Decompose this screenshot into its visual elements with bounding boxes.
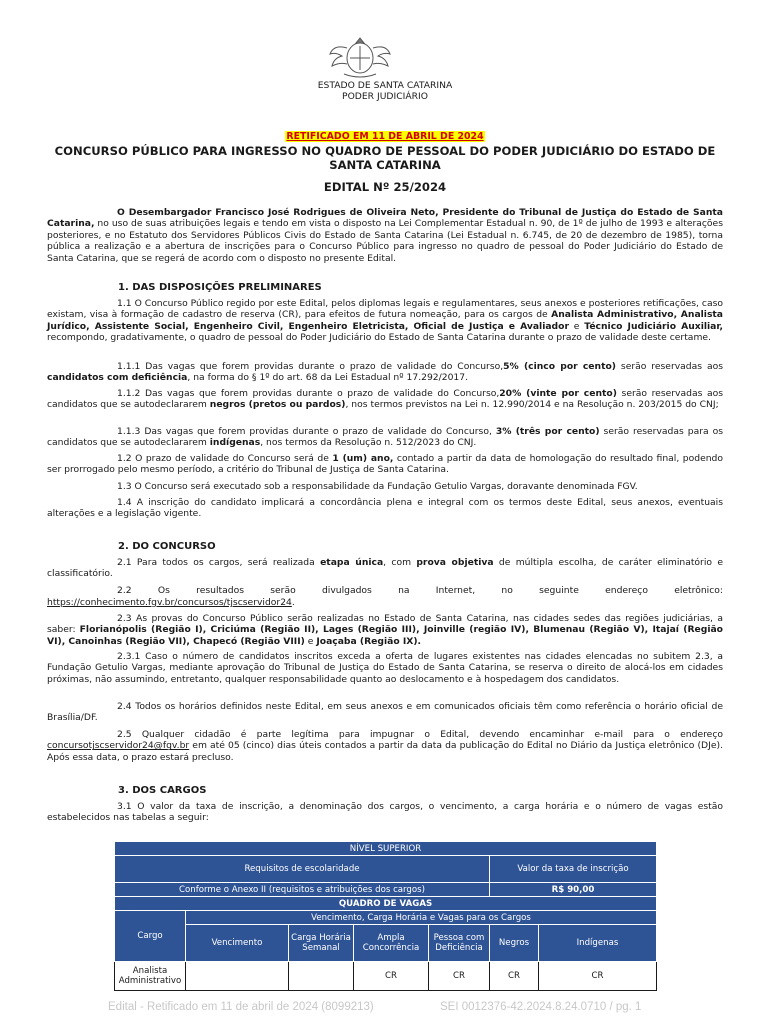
p112-b: 20% (vinte por cento) <box>499 388 617 399</box>
p111-a: 1.1.1 Das vagas que forem providas durante o prazo de validade do Concurso, <box>117 361 504 372</box>
col-ampla-concorrencia: Ampla Concorrência <box>354 925 429 962</box>
p24-text: 2.4 Todos os horários definidos neste Edital, em seus anexos e em comunicados oficiais têm como referência o horário oficial de Brasília/DF. <box>47 701 723 724</box>
taxa-header: Valor da taxa de inscrição <box>490 856 657 883</box>
paragraph-3-1 <box>47 801 723 824</box>
p25-a: 2.5 Qualquer cidadão é parte legítima para impugnar o Edital, devendo encaminhar e-mail para o endereço <box>117 729 723 740</box>
p23-d: Joaçaba (Região IX). <box>316 635 422 647</box>
p23-c: e <box>304 635 317 647</box>
paragraph-2-2-link-line <box>47 597 723 608</box>
p231-text: 2.3.1 Caso o número de candidatos inscritos exceda a oferta de lugares existentes nas cidades elencadas no subitem 2.3, a Fundação Getulio Vargas, mediante aprovação do Tribunal de Justiça do Estado de Santa Catarina, se reserva o direito de alocá-los em cidades próximas, não assumindo, entretanto, qualquer responsabilidade quanto ao deslocamento e à hospedagem dos candidatos. <box>47 651 723 685</box>
p113-c: serão reservadas para os candidatos que se autodeclararem <box>47 426 723 449</box>
edital-number: EDITAL Nº 25/2024 <box>323 180 447 194</box>
p14-text: 1.4 A inscrição do candidato implicará a concordância plena e integral com os termos deste Edital, seus anexos, eventuais alterações e a legislação vigente. <box>47 497 723 520</box>
section-1-heading: 1. DAS DISPOSIÇÕES PRELIMINARES <box>118 282 322 293</box>
p22-end: . <box>291 597 295 608</box>
p13-text: 1.3 O Concurso será executado sob a responsabilidade da Fundação Getulio Vargas, doravante denominada FGV. <box>117 481 638 492</box>
p111-c: serão reservadas aos <box>615 361 724 372</box>
p23-b: Florianópolis (Região I), Criciúma (Região II), Lages (Região III), Joinville (região IV), Blumenau (Região V), Itajaí (Região VI), Canoinhas (Região VII), Chapecó (Região VIII) <box>47 624 723 647</box>
quadro-vagas-header: QUADRO DE VAGAS <box>115 897 657 911</box>
paragraph-1-1-1 <box>47 361 723 384</box>
col-vencimento: Vencimento <box>186 925 289 962</box>
cell-indigenas: CR <box>539 962 657 991</box>
p113-e: , nos termos da Resolução n. 512/2023 do CNJ. <box>260 437 477 449</box>
paragraph-2-3 <box>47 613 723 647</box>
paragraph-2-3-1 <box>47 651 723 685</box>
cell-carga <box>289 962 354 991</box>
cell-cargo: Analista Administrativo <box>115 962 186 991</box>
retificado-highlight: RETIFICADO EM 11 DE ABRIL DE 2024 <box>286 131 484 142</box>
paragraph-1-2 <box>47 453 723 476</box>
results-url-link[interactable]: https://conhecimento.fgv.br/concursos/tjscservidor24 <box>47 597 292 608</box>
col-cargo: Cargo <box>115 911 186 962</box>
p113-a: 1.1.3 Das vagas que forem providas durante o prazo de validade do Concurso, <box>117 426 496 437</box>
power-name: PODER JUDICIÁRIO <box>342 91 428 102</box>
cell-vencimento <box>186 962 289 991</box>
paragraph-1-4 <box>47 497 723 520</box>
intro-text: no uso de suas atribuições legais e tendo em vista o disposto na Lei Complementar Estadual n. 90, de 1º de julho de 1993 e alterações posteriores, e no Estatuto dos Servidores Públicos Civis do Estado de Santa Catarina (Lei Estadual n. 6.745, de 20 de dezembro de 1985), torna pública a realização e a abertura de inscrições para o Concurso Público para ingresso no quadro de pessoal do Poder Judiciário do Estado de Santa Catarina, que se regerá de acordo com o disposto no presente Edital. <box>47 218 723 264</box>
p111-e: , na forma do § 1º do art. 68 da Lei Estadual nº 17.292/2017. <box>187 372 469 384</box>
p11-tecnico: Técnico Judiciário Auxiliar, <box>584 320 724 332</box>
paragraph-2-2 <box>47 585 723 596</box>
paragraph-2-5 <box>47 729 723 763</box>
p21-c: , com <box>383 557 417 568</box>
p112-d: negros (pretos ou pardos) <box>209 399 346 411</box>
p113-b: 3% (três por cento) <box>495 426 600 437</box>
p12-a: 1.2 O prazo de validade do Concurso será de <box>117 453 333 464</box>
table-row <box>115 962 657 991</box>
paragraph-1-1 <box>47 298 723 344</box>
cell-negros: CR <box>490 962 539 991</box>
footer-left: Edital - Retificado em 11 de abril de 2024 (8099213) <box>108 1001 374 1013</box>
col-indigenas: Indígenas <box>539 925 657 962</box>
footer-right: SEI 0012376-42.2024.8.24.0710 / pg. 1 <box>440 1001 642 1013</box>
p111-d: candidatos com deficiência <box>47 372 188 384</box>
requisitos-header: Requisitos de escolaridade <box>115 856 490 883</box>
p112-a: 1.1.2 Das vagas que forem providas durante o prazo de validade do Concurso, <box>117 388 500 399</box>
cell-pcd: CR <box>429 962 490 991</box>
p31-text: 3.1 O valor da taxa de inscrição, a denominação dos cargos, o vencimento, a carga horária e o número de vagas estão estabelecidos nas tabelas a seguir: <box>47 801 723 824</box>
p21-d: prova objetiva <box>416 557 494 568</box>
document-title: CONCURSO PÚBLICO PARA INGRESSO NO QUADRO DE PESSOAL DO PODER JUDICIÁRIO DO ESTADO DE SANTA CATARINA <box>54 144 716 172</box>
p11-text-a: 1.1 O Concurso Público regido por este Edital, pelos diplomas legais e regulamentares, seus anexos e posteriores retificações, caso existam, visa à formação de cadastro de reserva (CR), para efeitos de futura nomeação, para os cargos de <box>47 298 723 321</box>
paragraph-1-3 <box>47 481 723 492</box>
positions-table <box>114 841 657 991</box>
state-name: ESTADO DE SANTA CATARINA <box>317 80 453 91</box>
vencimento-carga-vagas-header: Vencimento, Carga Horária e Vagas para os Cargos <box>186 911 657 925</box>
paragraph-1-1-2 <box>47 388 723 411</box>
p21-b: etapa única <box>320 557 384 568</box>
paragraph-2-4 <box>47 701 723 724</box>
p21-a: 2.1 Para todos os cargos, será realizada <box>117 557 321 568</box>
p11-text-c: e <box>568 320 585 332</box>
p22-text: 2.2 Os resultados serão divulgados na Internet, no seguinte endereço eletrônico: <box>117 585 723 596</box>
col-negros: Negros <box>490 925 539 962</box>
col-pcd: Pessoa com Deficiência <box>429 925 490 962</box>
p113-d: indígenas <box>209 437 261 449</box>
nivel-superior-header: NÍVEL SUPERIOR <box>115 842 657 856</box>
p23-a: 2.3 As provas do Concurso Público serão realizadas no Estado de Santa Catarina, nas cidades sedes das regiões judiciárias, a saber: <box>47 613 723 636</box>
p25-b: em até 05 (cinco) dias úteis contados a partir da data da publicação do Edital no Diário da Justiça eletrônico (DJe). Após essa data, o prazo estará precluso. <box>47 740 723 763</box>
p12-c: contado a partir da data de homologação do resultado final, podendo ser prorrogado pelo mesmo período, a critério do Tribunal de Justiça de Santa Catarina. <box>47 453 723 476</box>
coat-of-arms-emblem <box>320 34 400 80</box>
intro-bold: O Desembargador Francisco José Rodrigues de Oliveira Neto, Presidente do Tribunal de Justiça do Estado de Santa Catarina, <box>47 207 723 230</box>
p112-c: serão reservadas aos candidatos que se autodeclararem <box>47 388 723 411</box>
paragraph-1-1-3 <box>47 426 723 449</box>
retificado-notice <box>0 124 770 143</box>
paragraph-2-1 <box>47 557 723 580</box>
taxa-value: R$ 90,00 <box>490 883 657 897</box>
issuer-header <box>0 80 770 102</box>
p111-b: 5% (cinco por cento) <box>503 361 616 372</box>
p21-e: de múltipla escolha, de caráter eliminatório e classificatório. <box>47 557 723 580</box>
section-3-heading: 3. DOS CARGOS <box>118 785 207 796</box>
conforme-anexo: Conforme o Anexo II (requisitos e atribuições dos cargos) <box>115 883 490 897</box>
p11-text-e: recompondo, gradativamente, o quadro de pessoal do Poder Judiciário do Estado de Santa Catarina durante o prazo de validade deste certame. <box>47 332 711 344</box>
impugnation-email-link[interactable]: concursotjscservidor24@fgv.br <box>47 740 190 752</box>
intro-paragraph <box>47 207 723 264</box>
p12-b: 1 (um) ano, <box>332 453 394 464</box>
cell-ampla: CR <box>354 962 429 991</box>
p112-e: , nos termos previstos na Lei n. 12.990/2014 e na Resolução n. 203/2015 do CNJ; <box>345 399 719 411</box>
col-carga-horaria: Carga Horária Semanal <box>289 925 354 962</box>
p11-positions: Analista Administrativo, Analista Jurídico, Assistente Social, Engenheiro Civil, Engenheiro Eletricista, Oficial de Justiça e Avaliador <box>47 309 723 332</box>
section-2-heading: 2. DO CONCURSO <box>118 541 216 552</box>
